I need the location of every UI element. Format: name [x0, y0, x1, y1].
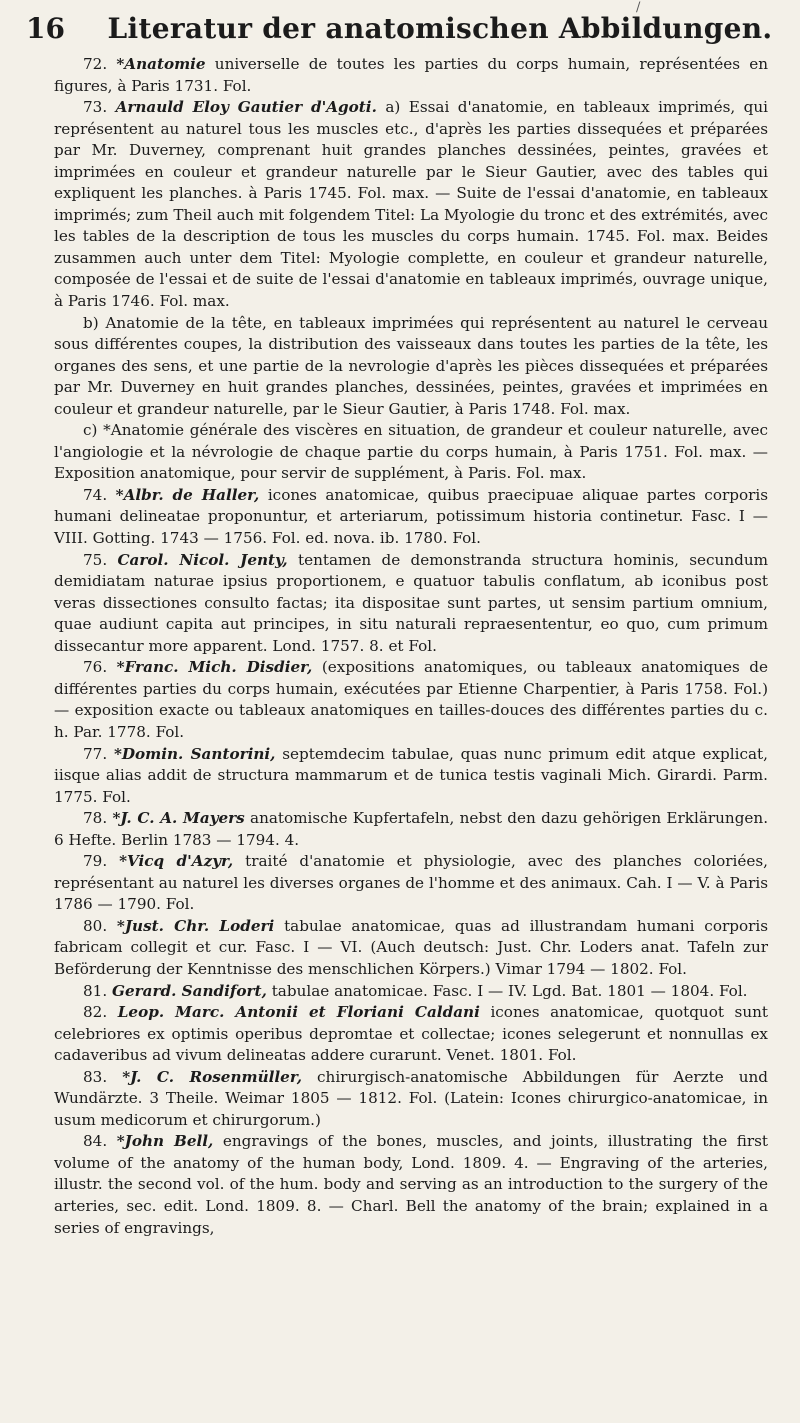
entry-text: tabulae anatomicae. Fasc. I — IV. Lgd. Bat. 1801 — 1804. Fol. [266, 981, 748, 1000]
entry-author: *J. C. Rosenmüller, [122, 1067, 303, 1086]
running-head: Literatur der anatomischen Abbildungen. [107, 12, 773, 45]
entry-text: tabulae anatomicae, quas ad illustrandam humani corporis fabricam collegit et cur. Fasc. I — VI. (Auch deutsch: Just. Chr. Loders anat. Tafeln zur Beförderung der Kenntnisse des menschlichen Körpers.) Vimar 1794 — 1802. Fol. [54, 916, 768, 978]
entry-author: Leop. Marc. Antonii et Floriani Caldani [117, 1003, 480, 1022]
entry-author: *Vicq d'Azyr, [119, 852, 234, 871]
bibliography-entry [54, 657, 768, 743]
entry-number: 73. [83, 98, 116, 117]
entry-number: 76. [83, 658, 117, 677]
entry-author: *Domin. Santorini, [113, 744, 276, 763]
entry-text: icones anatomicae, quotquot sunt celebriores ex optimis operibus depromtae et collectae; icones selegerunt et nonnullas ex cadaveribus ad vivum delineatas addere curarunt. Venet. 1801. Fol. [54, 1003, 769, 1065]
entry-text: (expositions anatomiques, ou tableaux anatomiques de différentes parties du corps humain, exécutées par Etienne Charpentier, à Paris 1758. Fol.) — exposition exacte ou tableaux anatomiques en tailles-douces des différentes parties du c. h. Par. 1778. Fol. [54, 658, 768, 741]
bibliography-entry [54, 1002, 768, 1067]
entry-number: 72. [83, 55, 117, 73]
bibliography-entry [54, 313, 768, 421]
bibliography-entry [54, 744, 768, 809]
entry-text: universelle de toutes les parties du corps humain, représentées en figures, à Paris 1731. Fol. [54, 55, 769, 95]
entry-author: Arnauld Eloy Gautier d'Agoti. [115, 98, 377, 117]
entry-author: Gerard. Sandifort, [111, 981, 267, 1000]
entry-author: *J. C. A. Mayers [112, 809, 245, 828]
entry-number: 81. [83, 981, 112, 1000]
entry-text: septemdecim tabulae, quas nunc primum edit atque explicat, iisque alias addit de structura mammarum et de tunica testis vaginali Mich. Girardi. Parm. 1775. Fol. [54, 744, 768, 806]
bibliography-entry [54, 808, 768, 851]
entry-text: b) Anatomie de la tête, en tableaux imprimées qui représentent au naturel le cerveau sous différentes coupes, la distribution des vaisseaux dans toutes les parties de la tête, les organes des sens, et une partie de la nevrologie d'après les pièces dissequées et préparées par Mr. Duverney en huit grandes planches, dessinées, peintes, gravées et imprimées en couleur et grandeur naturelle, par le Sieur Gautier, à Paris 1748. Fol. max. [54, 313, 768, 418]
entry-text: chirurgisch-anatomische Abbildungen für Aerzte und Wundärzte. 3 Theile. Weimar 1805 — 1812. Fol. (Latein: Icones chirurgico-anatomicae, in usum medicorum et chirurgorum.) [54, 1067, 768, 1129]
page-number: 16 [26, 12, 65, 45]
bibliography-entry [54, 420, 768, 485]
bibliography-entries [54, 54, 768, 1239]
margin-mark: / [636, 0, 641, 15]
page-header [26, 8, 774, 52]
bibliography-entry [54, 1067, 768, 1132]
entry-number: 83. [83, 1067, 123, 1086]
bibliography-entry [54, 97, 768, 312]
entry-author: *John Bell, [116, 1132, 214, 1151]
entry-number: 74. [83, 485, 116, 504]
entry-number: 82. [83, 1003, 118, 1022]
entry-text: anatomische Kupfertafeln, nebst den dazu gehörigen Erklärungen. 6 Hefte. Berlin 1783 — 1794. 4. [54, 809, 769, 849]
bibliography-entry [54, 1131, 768, 1239]
entry-text: traité d'anatomie et physiologie, avec des planches coloriées, représentant au naturel les diverses organes de l'homme et des animaux. Cah. I — V. à Paris 1786 — 1790. Fol. [54, 852, 768, 914]
entry-author: Carol. Nicol. Jenty, [117, 550, 288, 569]
bibliography-entry [54, 54, 768, 97]
entry-author: *Anatomie [116, 55, 206, 73]
entry-author: *Franc. Mich. Disdier, [116, 658, 313, 677]
bibliography-entry [54, 981, 768, 1003]
entry-number: 79. [83, 852, 120, 871]
entry-author: *Albr. de Haller, [115, 485, 260, 504]
entry-text: icones anatomicae, quibus praecipuae aliquae partes corporis humani delineatae proponuntur, et arteriarum, potissimum historia continetur. Fasc. I — VIII. Gotting. 1743 — 1756. Fol. ed. nova. ib. 1780. Fol. [54, 485, 768, 548]
entry-number: 80. [83, 916, 117, 935]
entry-text: tentamen de demonstranda structura hominis, secundum demidiatam naturae ipsius proportionem, e quatuor tabulis conflatum, ab iconibus post veras dissectiones consulto factas; ita dispositae sunt partes, ut sensim partium omnium, quae audiunt capita aut principes, in situ naturali repraesententur, eo quo, cum primum dissecantur more apparent. Lond. 1757. 8. et Fol. [54, 550, 769, 655]
entry-number: 75. [83, 550, 118, 569]
bibliography-entry [54, 851, 768, 916]
bibliography-entry [54, 485, 768, 550]
entry-number: 78. [83, 809, 113, 828]
bibliography-entry [54, 916, 768, 981]
entry-number: 84. [83, 1132, 117, 1151]
entry-text: engravings of the bones, muscles, and joints, illustrating the first volume of the anatomy of the human body, Lond. 1809. 4. — Engraving of the arteries, illustr. the second vol. of the hum. body and serving as an introduction to the surgery of the arteries, sec. edit. Lond. 1809. 8. — Charl. Bell the anatomy of the brain; explained in a series of engravings, [54, 1132, 769, 1237]
bibliography-entry [54, 550, 768, 658]
entry-author: *Just. Chr. Loderi [116, 916, 275, 935]
entry-text: c) *Anatomie générale des viscères en situation, de grandeur et couleur naturelle, avec l'angiologie et la névrologie de chaque partie du corps humain, à Paris 1751. Fol. max. — Exposition anatomique, pour servir de supplément, à Paris. Fol. max. [54, 421, 768, 483]
entry-number: 77. [83, 744, 114, 763]
entry-text: a) Essai d'anatomie, en tableaux imprimés, qui représentent au naturel tous les muscles etc., d'après les parties dissequées et préparées par Mr. Duverney, comprenant huit grandes planches dessinées, peintes, gravées et imprimées en couleur et grandeur naturelle par le Sieur Gautier, avec des tables qui expliquent les planches. à Paris 1745. Fol. max. — Suite de l'essai d'anatomie, en tableaux imprimés; zum Theil auch mit folgendem Titel: La Myologie du tronc et des extrémités, avec les tables de la description de tous les muscles du corps humain. 1745. Fol. max. Beides zusammen auch unter dem Titel: Myologie complette, en couleur et grandeur naturelle, composée de l'essai et de suite de l'essai d'anatomie en tableaux imprimés, ouvrage unique, à Paris 1746. Fol. max. [54, 98, 768, 311]
